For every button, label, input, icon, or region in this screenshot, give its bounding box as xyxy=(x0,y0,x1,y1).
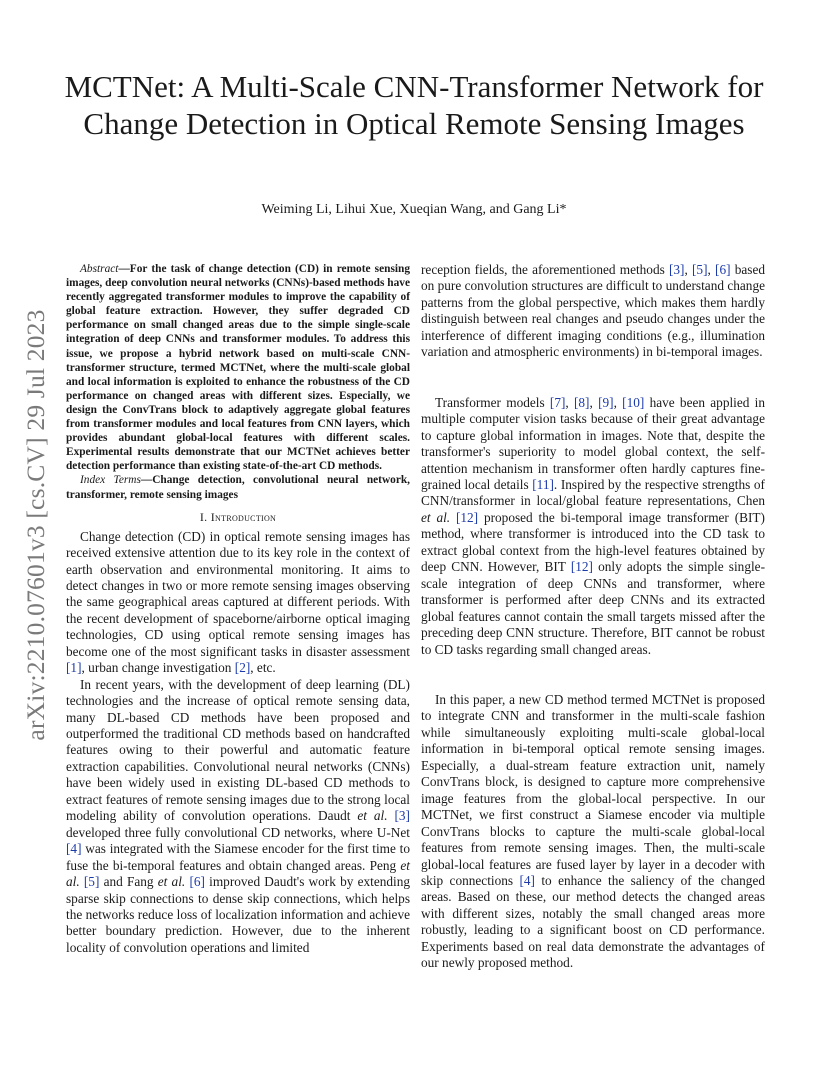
citation-link[interactable]: [12] xyxy=(570,559,593,575)
citation-link[interactable]: [11] xyxy=(532,476,554,492)
index-terms-text: —Change detection, convolutional neural network, transformer, remote sensing images xyxy=(66,474,410,501)
abstract xyxy=(66,262,410,473)
arxiv-id-text: arXiv:2210.07601v3 [cs.CV] 29 Jul 2023 xyxy=(21,309,50,741)
index-terms-label: Index Terms xyxy=(80,474,141,487)
section-heading-introduction: I. Introduction xyxy=(199,509,277,524)
citation-link[interactable]: [9] xyxy=(598,394,614,410)
citation-link[interactable]: [2] xyxy=(234,660,251,676)
right-column xyxy=(421,262,765,1006)
intro-paragraph-5: In this paper, a new CD method termed MCTNet is proposed to integrate CNN and transformer in the multi-scale fashion while simultaneously exploiting multi-scale global-local information in bi-temporal optical remote sensing images. Especially, a dual-stream feature extraction unit, namely ConvTrans block, is designed to capture more comprehensive image features from the global-local perspective. In our MCTNet, we first construct a Siamese encoder via multiple ConvTrans blocks to capture the multi-scale global-local features from remote sensing images. Then, the multi-scale global-local features are fused layer by layer in a decoder with skip connections [4] to enhance the saliency of the changed areas. Based on these, our method detects the changed areas with different sizes, notably the small changed areas more robustly, leading to a significant boost on CD performance. Experiments based on real data demonstrate the advantages of our newly proposed method. xyxy=(421,691,765,971)
citation-link[interactable]: [8] xyxy=(573,394,590,410)
citation-link[interactable]: [10] xyxy=(622,394,645,410)
abstract-label: Abstract xyxy=(80,263,119,275)
citation-link[interactable]: [5] xyxy=(692,262,708,277)
paper-title: MCTNet: A Multi-Scale CNN-Transformer Network for Change Detection in Optical Remote Sensing Images xyxy=(64,69,764,141)
citation-link[interactable]: [3] xyxy=(394,808,410,824)
abstract-text: —For the task of change detection (CD) in remote sensing images, deep convolution neural networks (CNNs)-based methods have recently aggregated transformer modules to improve the capability of global feature extraction. However, they suffer degraded CD performance on small changed areas due to the simple single-scale integration of deep CNNs and transformer modules. To address this issue, we propose a hybrid network based on multi-scale CNN-transformer structure, termed MCTNet, where the multi-scale global and local information is exploited to enhance the robustness of the CD performance on changed areas with different sizes. Especially, we design the ConvTrans block to adaptively aggregate global features from transformer modules and local features from CNN layers, which provides abundant global-local features with different scales. Experimental results demonstrate that our MCTNet achieves better detection performance than existing state-of-the-art CD methods. xyxy=(66,263,410,473)
intro-paragraph-2: In recent years, with the development of deep learning (DL) technologies and the increase of optical remote sensing data, many DL-based CD methods have been proposed and outperformed the traditional CD methods based on handcrafted features owing to their powerful and automatic feature extraction capabilities. Convolutional neural networks (CNNs) have been widely used in existing DL-based CD methods to extract features of remote sensing images due to the strong local modeling ability of convolution operations. Daudt et al. [3] developed three fully convolutional CD networks, where U-Net [4] was integrated with the Siamese encoder for the first time to fuse the bi-temporal features and obtain changed areas. Peng et al. [5] and Fang et al. [6] improved Daudt's work by extending sparse skip connections to dense skip connections, which helps the networks reduce loss of localization information and achieve better boundary prediction. However, due to the inherent locality of convolution operations and limited xyxy=(66,676,411,955)
author-list: Weiming Li, Lihui Xue, Xueqian Wang, and Gang Li* xyxy=(261,202,567,217)
citation-link[interactable]: [6] xyxy=(715,262,731,277)
citation-link[interactable]: [1] xyxy=(66,660,82,676)
intro-paragraph-4: Transformer models [7], [8], [9], [10] have been applied in multiple computer vision tasks because of their great advantage to capture global information in images. Note that, despite the transformer's superiority to model global context, the self-attention mechanism in transformer often hardly captures fine-grained local details [11]. Inspired by the respective strengths of CNN/transformer in local/global feature representations, Chen et al. [12] proposed the bi-temporal image transformer (BIT) method, where transformer is introduced into the CD task to extract global context from the high-level features obtained by deep CNN. However, BIT [12] only adopts the simple single-scale integration of deep CNNs and transformer, where transformer is performed after deep CNNs and its extracted global features cannot contain the small targets missed after the preceding deep CNN structure. Therefore, BIT cannot be robust to CD tasks regarding small changed areas. xyxy=(421,394,766,657)
intro-paragraph-1: Change detection (CD) in optical remote sensing images has received extensive attention due to its key role in the context of earth observation and environmental monitoring. It aims to detect changes in two or more remote sensing images observing the same geographical areas captured at different periods. With the recent development of spaceborne/airborne optical imaging technologies, CD using optical remote sensing images has become one of the most significant tasks in disaster assessment [1], urban change investigation [2], etc. xyxy=(66,528,410,676)
index-terms xyxy=(66,473,410,501)
citation-link[interactable]: [7] xyxy=(549,394,566,410)
intro-paragraph-3: reception fields, the aforementioned methods [3], [5], [6] based on pure convolution structures are difficult to understand change patterns from the global perspective, which makes them hardly distinguish between real changes and pseudo changes under the interference of different imaging conditions (e.g., illumination variation and atmospheric environments) in bi-temporal images. xyxy=(421,262,765,360)
citation-link[interactable]: [4] xyxy=(66,841,82,857)
citation-link[interactable]: [5] xyxy=(83,874,100,890)
citation-link[interactable]: [4] xyxy=(519,872,535,888)
citation-link[interactable]: [3] xyxy=(668,262,685,277)
citation-link[interactable]: [12] xyxy=(455,509,479,525)
citation-link[interactable]: [6] xyxy=(189,874,205,890)
arxiv-identifier-sidebar xyxy=(16,290,56,760)
left-column xyxy=(66,262,410,956)
